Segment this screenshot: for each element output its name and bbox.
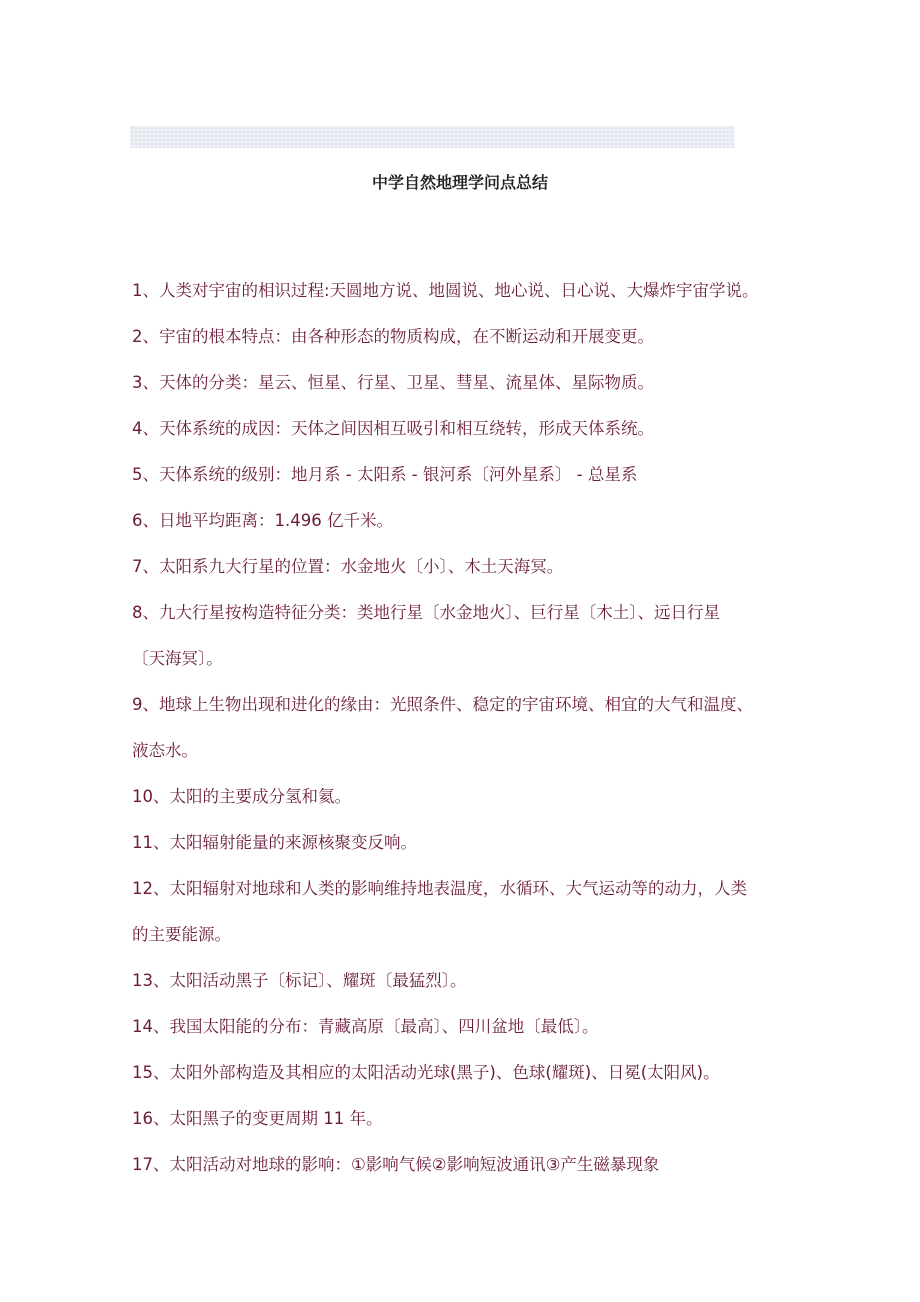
text-line-15: 的主要能源。 xyxy=(132,925,231,944)
text-line-13: 11、太阳辐射能量的来源核聚变反响。 xyxy=(132,833,417,852)
text-line-5: 5、天体系统的级别：地月系 - 太阳系 - 银河系〔河外星系〕 - 总星系 xyxy=(132,465,638,484)
text-line-1: 1、人类对宇宙的相识过程:天圆地方说、地圆说、地心说、日心说、大爆炸宇宙学说。 xyxy=(132,281,759,300)
text-line-4: 4、天体系统的成因：天体之间因相互吸引和相互绕转，形成天体系统。 xyxy=(132,419,654,438)
text-line-8: 8、九大行星按构造特征分类：类地行星〔水金地火〕、巨行星〔木土〕、远日行星 xyxy=(132,603,720,622)
text-line-20: 17、太阳活动对地球的影响：①影响气候②影响短波通讯③产生磁暴现象 xyxy=(132,1155,660,1174)
text-line-19: 16、太阳黑子的变更周期 11 年。 xyxy=(132,1109,383,1128)
text-line-9: 〔天海冥〕。 xyxy=(132,649,223,668)
text-line-18: 15、太阳外部构造及其相应的太阳活动光球(黑子)、色球(耀斑)、日冕(太阳风)。 xyxy=(132,1063,720,1082)
text-line-14: 12、太阳辐射对地球和人类的影响维持地表温度，水循环、大气运动等的动力，人类 xyxy=(132,879,747,898)
text-line-10: 9、地球上生物出现和进化的缘由：光照条件、稳定的宇宙环境、相宜的大气和温度、 xyxy=(132,695,753,714)
text-line-6: 6、日地平均距离：1.496 亿千米。 xyxy=(132,511,393,530)
document-title: 中学自然地理学问点总结 xyxy=(371,173,548,192)
text-line-12: 10、太阳的主要成分氢和氦。 xyxy=(132,787,351,806)
text-line-11: 液态水。 xyxy=(132,741,198,760)
text-line-16: 13、太阳活动黑子〔标记〕、耀斑〔最猛烈〕。 xyxy=(132,971,467,990)
text-line-17: 14、我国太阳能的分布：青藏高原〔最高〕、四川盆地〔最低〕。 xyxy=(132,1017,599,1036)
text-line-3: 3、天体的分类：星云、恒星、行星、卫星、彗星、流星体、星际物质。 xyxy=(132,373,654,392)
text-line-2: 2、宇宙的根本特点：由各种形态的物质构成，在不断运动和开展变更。 xyxy=(132,327,654,346)
header-pattern-band xyxy=(130,126,735,148)
document-body xyxy=(132,268,812,1188)
text-line-7: 7、太阳系九大行星的位置：水金地火〔小〕、木土天海冥。 xyxy=(132,557,564,576)
